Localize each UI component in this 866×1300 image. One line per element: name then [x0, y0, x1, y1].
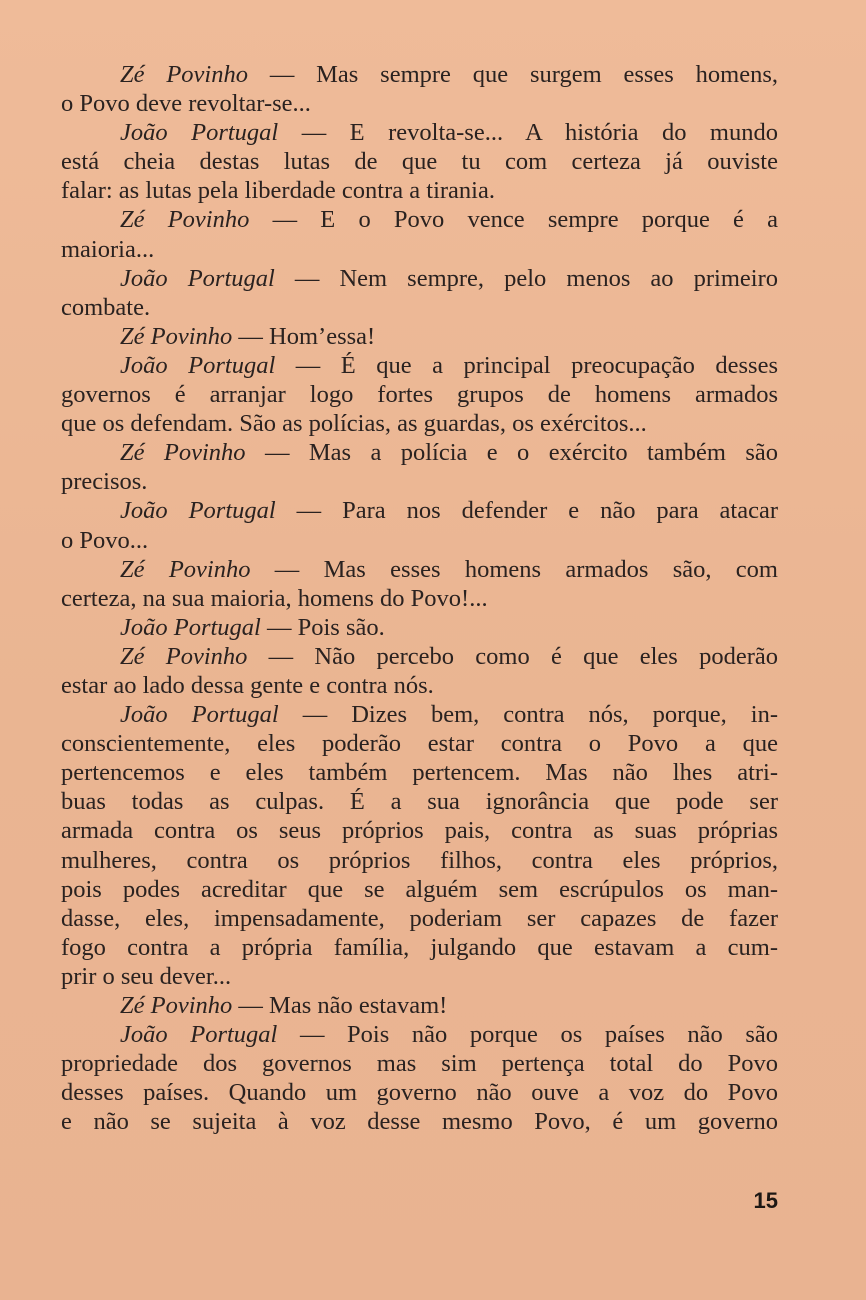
- text-line: [61, 991, 778, 1020]
- line-text: — Mas esses homens armados são, com: [250, 555, 778, 583]
- text-line: [61, 380, 778, 409]
- speaker-name: Zé Povinho: [120, 642, 248, 670]
- line-text: — Nem sempre, pelo menos ao primeiro: [274, 264, 778, 292]
- line-text: pois podes acreditar que se alguém sem escrúpulos os man-: [61, 875, 778, 903]
- text-line: [61, 962, 778, 991]
- line-text: que os defendam. São as polícias, as guardas, os exércitos...: [61, 410, 647, 438]
- line-text: dasse, eles, impensadamente, poderiam ser capazes de fazer: [61, 904, 778, 932]
- text-line: [61, 526, 778, 555]
- page-number: 15: [753, 1188, 778, 1213]
- text-line: [61, 1049, 778, 1078]
- text-line: [61, 1078, 778, 1107]
- line-text: certeza, na sua maioria, homens do Povo!...: [61, 584, 488, 612]
- dialogue-text: [61, 60, 778, 1136]
- line-text: o Povo...: [61, 526, 149, 554]
- speaker-name: João Portugal: [120, 701, 279, 729]
- line-text: — Pois são.: [260, 613, 385, 641]
- line-text: — Mas a polícia e o exército também são: [245, 439, 778, 467]
- text-line: [61, 584, 778, 613]
- text-line: [61, 322, 778, 351]
- text-line: [61, 700, 778, 729]
- line-text: propriedade dos governos mas sim pertença total do Povo: [61, 1050, 778, 1078]
- speaker-name: João Portugal: [120, 497, 276, 525]
- line-text: — Mas não estavam!: [232, 992, 448, 1019]
- text-line: [61, 787, 778, 816]
- speaker-name: João Portugal: [120, 1021, 278, 1049]
- text-line: [61, 671, 778, 700]
- text-line: [61, 147, 778, 176]
- text-line: [61, 758, 778, 787]
- line-text: precisos.: [61, 468, 148, 496]
- text-line: [61, 351, 778, 380]
- speaker-name: João Portugal: [120, 119, 279, 147]
- line-text: o Povo deve revoltar-se...: [61, 90, 311, 118]
- text-line: [61, 60, 778, 89]
- speaker-name: Zé Povinho: [120, 61, 248, 88]
- line-text: — E revolta-se... A história do mundo: [278, 119, 778, 147]
- line-text: — Dizes bem, contra nós, porque, in-: [278, 701, 778, 729]
- line-text: governos é arranjar logo fortes grupos de homens armados: [61, 381, 778, 409]
- line-text: falar: as lutas pela liberdade contra a tirania.: [61, 177, 495, 205]
- text-line: [61, 293, 778, 322]
- text-line: [61, 467, 778, 496]
- line-text: — É que a principal preocupação desses: [275, 351, 778, 379]
- line-text: armada contra os seus próprios pais, contra as suas próprias: [61, 817, 778, 845]
- line-text: está cheia destas lutas de que tu com certeza já ouviste: [61, 148, 778, 176]
- line-text: prir o seu dever...: [61, 962, 232, 990]
- text-line: [61, 1020, 778, 1049]
- speaker-name: João Portugal: [120, 613, 261, 641]
- speaker-name: Zé Povinho: [120, 206, 250, 234]
- line-text: — Mas sempre que surgem esses homens,: [247, 61, 778, 88]
- text-line: [61, 409, 778, 438]
- line-text: combate.: [61, 293, 151, 321]
- line-text: fogo contra a própria família, julgando que estavam a cum-: [61, 933, 778, 961]
- line-text: e não se sujeita à voz desse mesmo Povo, é um governo: [61, 1108, 778, 1136]
- text-line: [61, 496, 778, 525]
- line-text: conscientemente, eles poderão estar contra o Povo a que: [61, 730, 778, 758]
- text-line: [61, 613, 778, 642]
- text-line: [61, 729, 778, 758]
- text-line: [61, 933, 778, 962]
- text-line: [61, 89, 778, 118]
- line-text: pertencemos e eles também pertencem. Mas não lhes atri-: [61, 759, 778, 787]
- line-text: buas todas as culpas. É a sua ignorância que pode ser: [61, 788, 778, 816]
- text-line: [61, 904, 778, 933]
- line-text: maioria...: [61, 235, 155, 263]
- text-line: [61, 816, 778, 845]
- speaker-name: Zé Povinho: [120, 322, 233, 350]
- speaker-name: João Portugal: [120, 351, 276, 379]
- line-text: — Hom’essa!: [232, 322, 376, 350]
- text-line: [61, 264, 778, 293]
- line-text: — Para nos defender e não para atacar: [275, 497, 778, 525]
- text-line: [61, 438, 778, 467]
- speaker-name: João Portugal: [120, 264, 275, 292]
- text-line: [61, 118, 778, 147]
- text-line: [61, 235, 778, 264]
- speaker-name: Zé Povinho: [120, 439, 246, 467]
- speaker-name: Zé Povinho: [120, 555, 251, 583]
- text-line: [61, 176, 778, 205]
- text-line: [61, 205, 778, 234]
- speaker-name: Zé Povinho: [120, 992, 233, 1019]
- line-text: — E o Povo vence sempre porque é a: [249, 206, 778, 234]
- line-text: mulheres, contra os próprios filhos, contra eles próprios,: [61, 846, 778, 874]
- line-text: estar ao lado dessa gente e contra nós.: [61, 671, 434, 699]
- line-text: — Não percebo como é que eles poderão: [247, 642, 778, 670]
- text-line: [61, 642, 778, 671]
- text-line: [61, 875, 778, 904]
- text-line: [61, 1107, 778, 1136]
- text-line: [61, 555, 778, 584]
- line-text: — Pois não porque os países não são: [277, 1021, 778, 1049]
- text-line: [61, 846, 778, 875]
- line-text: desses países. Quando um governo não ouve a voz do Povo: [61, 1079, 778, 1107]
